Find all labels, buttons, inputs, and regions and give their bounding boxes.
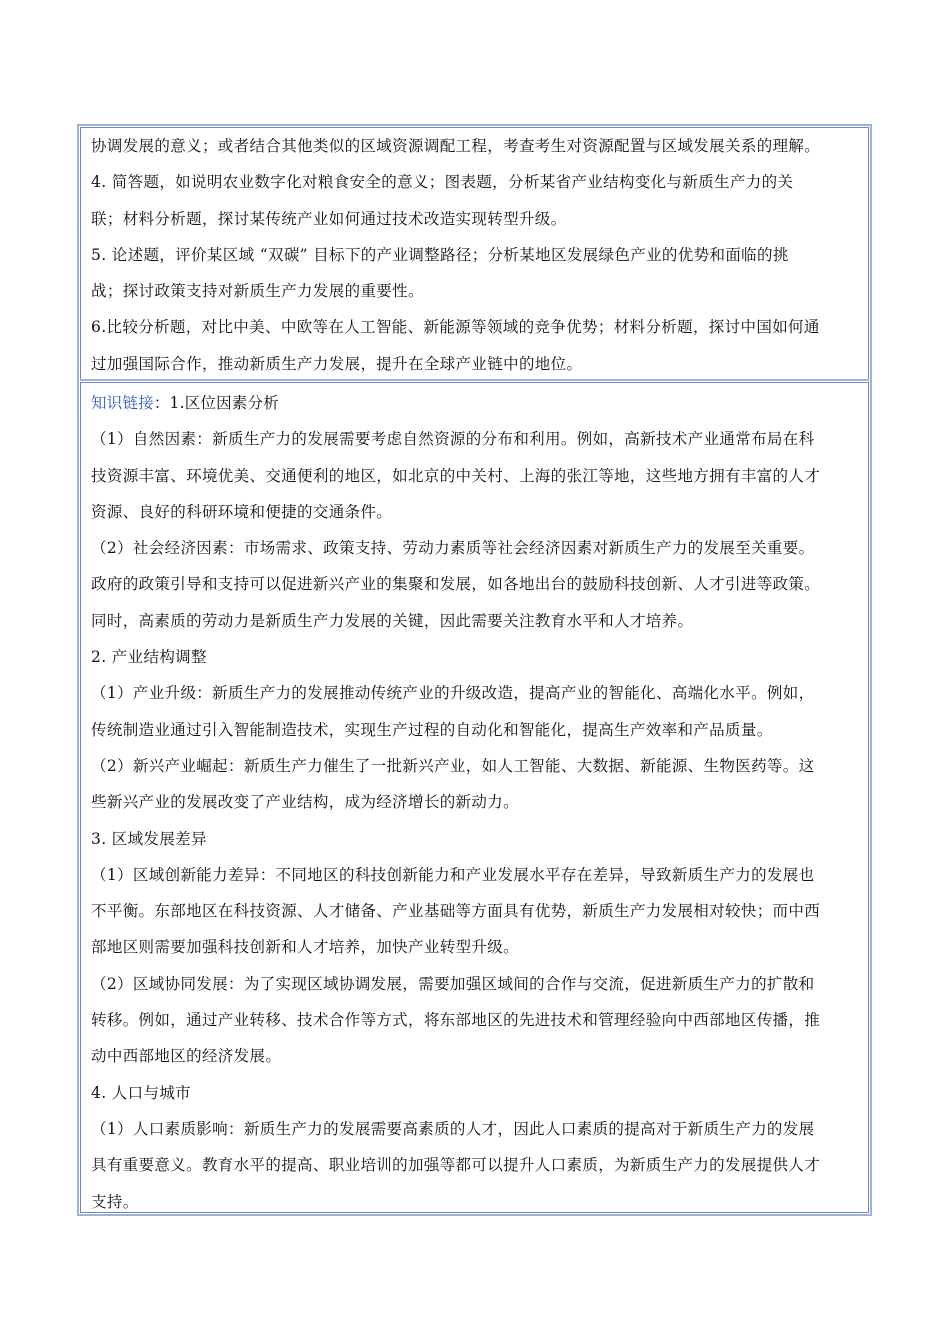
knowledge-link-label: 知识链接 (91, 394, 154, 412)
text-line: 同时，高素质的劳动力是新质生产力发展的关键，因此需要关注教育水平和人才培养。 (91, 611, 694, 630)
text-line: 技资源丰富、环境优美、交通便利的地区，如北京的中关村、上海的张江等地，这些地方拥有丰富的人才 (91, 466, 821, 485)
knowledge-link-title: ：1.区位因素分析 (153, 394, 279, 412)
text-line: 转移。例如，通过产业转移、技术合作等方式，将东部地区的先进技术和管理经验向中西部地区传播，推 (91, 1011, 821, 1030)
section-heading: 3. 区域发展差异 (91, 829, 207, 848)
text-line: 动中西部地区的经济发展。 (91, 1047, 282, 1066)
text-line: （2）新兴产业崛起：新质生产力催生了一批新兴产业，如人工智能、大数据、新能源、生物医药等。这 (91, 756, 815, 775)
text-line: 协调发展的意义；或者结合其他类似的区域资源调配工程，考查考生对资源配置与区域发展关系的理解。 (91, 137, 821, 155)
text-line: （2）社会经济因素：市场需求、政策支持、劳动力素质等社会经济因素对新质生产力的发展至关重要。 (91, 539, 815, 558)
text-line: 具有重要意义。教育水平的提高、职业培训的加强等都可以提升人口素质，为新质生产力的发展提供人才 (91, 1156, 821, 1175)
text-line: 战；探讨政策支持对新质生产力发展的重要性。 (91, 282, 424, 301)
text-line: 联；材料分析题，探讨某传统产业如何通过技术改造实现转型升级。 (91, 209, 567, 228)
exam-types-cell (80, 127, 869, 379)
text-line: 5. 论述题，评价某区域 “双碳” 目标下的产业调整路径；分析某地区发展绿色产业的优势和面临的挑 (91, 245, 789, 264)
section-heading: 4. 人口与城市 (91, 1083, 192, 1102)
text-line: 不平衡。东部地区在科技资源、人才储备、产业基础等方面具有优势，新质生产力发展相对较快；而中西 (91, 902, 821, 921)
knowledge-link-cell (80, 382, 869, 1213)
text-line: （2）区域协同发展：为了实现区域协调发展，需要加强区域间的合作与交流，促进新质生产力的扩散和 (91, 974, 815, 993)
text-line: 支持。 (91, 1192, 139, 1211)
text-line: （1）人口素质影响：新质生产力的发展需要高素质的人才，因此人口素质的提高对于新质生产力的发展 (91, 1119, 815, 1138)
text-line: 传统制造业通过引入智能制造技术，实现生产过程的自动化和智能化，提高生产效率和产品质量。 (91, 720, 773, 739)
text-line: 6.比较分析题，对比中美、中欧等在人工智能、新能源等领域的竞争优势；材料分析题，探讨中国如何通 (91, 318, 820, 337)
document-table (77, 124, 872, 1216)
section-heading: 2. 产业结构调整 (91, 648, 207, 667)
text-line: 些新兴产业的发展改变了产业结构，成为经济增长的新动力。 (91, 793, 519, 812)
text-line: 政府的政策引导和支持可以促进新兴产业的集聚和发展，如各地出台的鼓励科技创新、人才引进等政策。 (91, 575, 821, 594)
text-line: （1）区域创新能力差异：不同地区的科技创新能力和产业发展水平存在差异，导致新质生产力的发展也 (91, 865, 815, 884)
text-line: 过加强国际合作，推动新质生产力发展，提升在全球产业链中的地位。 (91, 354, 583, 373)
knowledge-link-heading (91, 385, 858, 421)
text-line: 部地区则需要加强科技创新和人才培养，加快产业转型升级。 (91, 938, 519, 957)
text-line: 资源、良好的科研环境和便捷的交通条件。 (91, 502, 393, 521)
text-line: （1）产业升级：新质生产力的发展推动传统产业的升级改造，提高产业的智能化、高端化水平。例如， (91, 684, 815, 703)
text-line: （1）自然因素：新质生产力的发展需要考虑自然资源的分布和利用。例如，高新技术产业通常布局在科 (91, 430, 815, 449)
text-line: 4. 简答题，如说明农业数字化对粮食安全的意义；图表题，分析某省产业结构变化与新质生产力的关 (91, 173, 794, 192)
